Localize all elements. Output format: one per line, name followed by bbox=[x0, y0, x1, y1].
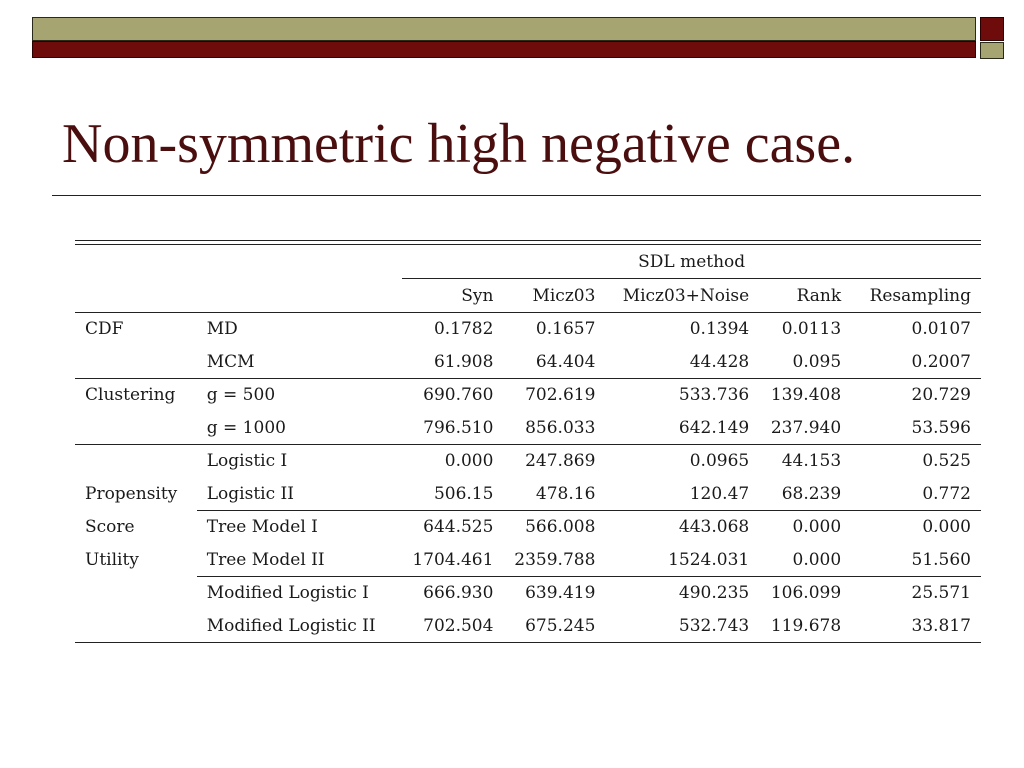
cell: 0.1394 bbox=[689, 319, 750, 340]
cell: 0.000 bbox=[922, 517, 971, 538]
cell: 0.095 bbox=[759, 346, 851, 379]
cell: 0.2007 bbox=[851, 346, 981, 379]
cell: 0.1782 bbox=[433, 319, 494, 340]
cell: 53.596 bbox=[851, 412, 981, 445]
row-measure-label: Logistic I bbox=[206, 451, 288, 472]
row-measure-label: MD bbox=[206, 319, 238, 340]
cell: 119.678 bbox=[759, 610, 851, 643]
cell: 1524.031 bbox=[605, 544, 759, 577]
table-row bbox=[75, 445, 981, 478]
cell: 25.571 bbox=[911, 583, 971, 604]
row-group-label: Utility bbox=[85, 550, 139, 570]
col-header-micz03-noise: Micz03+Noise bbox=[605, 279, 759, 313]
row-group-label bbox=[75, 577, 197, 610]
table-row bbox=[75, 478, 981, 511]
cell: 0.0113 bbox=[781, 319, 842, 340]
table-row bbox=[75, 379, 981, 412]
cell: 566.008 bbox=[525, 517, 596, 538]
row-measure-label: g = 1000 bbox=[197, 412, 403, 445]
cell: 690.760 bbox=[423, 385, 494, 406]
cell: 0.000 bbox=[759, 544, 851, 577]
col-header-resampling: Resampling bbox=[851, 279, 981, 313]
row-group-label: Propensity bbox=[85, 484, 178, 504]
top-maroon-bar bbox=[32, 41, 976, 58]
cell: 675.245 bbox=[503, 610, 605, 643]
row-group-label: CDF bbox=[85, 319, 124, 340]
cell: 44.153 bbox=[781, 451, 842, 472]
table-row bbox=[75, 412, 981, 445]
row-group-label bbox=[75, 445, 197, 478]
col-header-syn: Syn bbox=[402, 279, 503, 313]
cell: 0.1657 bbox=[535, 319, 596, 340]
cell: 0.000 bbox=[792, 517, 842, 538]
results-table-container bbox=[75, 240, 981, 643]
sdl-method-header: SDL method bbox=[402, 245, 981, 279]
row-measure-label: Logistic II bbox=[197, 478, 403, 511]
row-group-label bbox=[75, 610, 197, 643]
row-group-label bbox=[75, 346, 197, 379]
cell: 0.0965 bbox=[689, 451, 750, 472]
col-header-micz03: Micz03 bbox=[503, 279, 605, 313]
cell: 0.772 bbox=[851, 478, 981, 511]
cell: 139.408 bbox=[770, 385, 842, 406]
cell: 856.033 bbox=[503, 412, 605, 445]
row-group-label bbox=[75, 412, 197, 445]
row-measure-label: g = 500 bbox=[206, 385, 276, 406]
cell: 666.930 bbox=[423, 583, 494, 604]
cell: 702.619 bbox=[525, 385, 596, 406]
cell: 639.419 bbox=[525, 583, 596, 604]
cell: 20.729 bbox=[911, 385, 971, 406]
column-header-row bbox=[75, 279, 981, 313]
cell: 68.239 bbox=[759, 478, 851, 511]
cell: 443.068 bbox=[678, 517, 750, 538]
row-group-label: Score bbox=[85, 517, 135, 537]
corner-maroon-square bbox=[980, 17, 1004, 41]
cell: 44.428 bbox=[605, 346, 759, 379]
cell: 0.000 bbox=[444, 451, 494, 472]
cell: 33.817 bbox=[851, 610, 981, 643]
title-divider bbox=[52, 195, 981, 196]
cell: 796.510 bbox=[402, 412, 503, 445]
cell: 533.736 bbox=[678, 385, 750, 406]
table-row bbox=[75, 511, 981, 544]
cell: 120.47 bbox=[605, 478, 759, 511]
cell: 478.16 bbox=[503, 478, 605, 511]
cell: 644.525 bbox=[423, 517, 494, 538]
cell: 490.235 bbox=[678, 583, 750, 604]
cell: 2359.788 bbox=[503, 544, 605, 577]
table-row bbox=[75, 346, 981, 379]
corner-olive-square bbox=[980, 42, 1004, 59]
cell: 506.15 bbox=[402, 478, 503, 511]
cell: 61.908 bbox=[402, 346, 503, 379]
cell: 1704.461 bbox=[402, 544, 503, 577]
cell: 532.743 bbox=[605, 610, 759, 643]
cell: 51.560 bbox=[851, 544, 981, 577]
cell: 0.0107 bbox=[911, 319, 971, 340]
row-measure-label: Tree Model II bbox=[197, 544, 403, 577]
cell: 702.504 bbox=[402, 610, 503, 643]
results-table bbox=[75, 245, 981, 643]
cell: 642.149 bbox=[605, 412, 759, 445]
cell: 247.869 bbox=[525, 451, 596, 472]
row-group-label: Clustering bbox=[85, 385, 176, 406]
table-row bbox=[75, 313, 981, 346]
table-row bbox=[75, 577, 981, 610]
table-row bbox=[75, 610, 981, 643]
cell: 0.525 bbox=[922, 451, 971, 472]
row-measure-label: Modified Logistic II bbox=[197, 610, 403, 643]
row-measure-label: Modified Logistic I bbox=[206, 583, 369, 604]
cell: 64.404 bbox=[503, 346, 605, 379]
slide-title: Non-symmetric high negative case. bbox=[62, 113, 856, 175]
table-row bbox=[75, 544, 981, 577]
cell: 237.940 bbox=[759, 412, 851, 445]
row-measure-label: Tree Model I bbox=[206, 517, 318, 538]
col-header-rank: Rank bbox=[759, 279, 851, 313]
group-header-row bbox=[75, 245, 981, 279]
cell: 106.099 bbox=[770, 583, 842, 604]
row-measure-label: MCM bbox=[197, 346, 403, 379]
top-olive-bar bbox=[32, 17, 976, 41]
